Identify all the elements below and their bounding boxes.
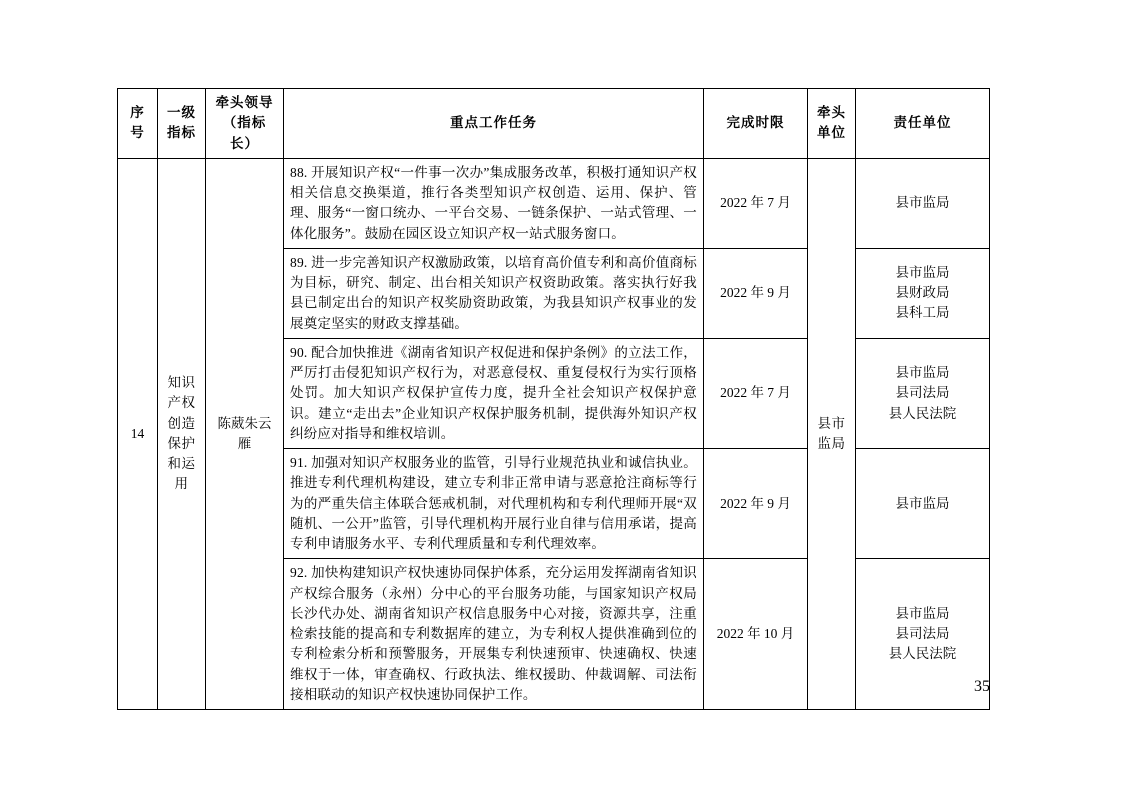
- responsible-unit-item: 县市监局: [895, 195, 950, 211]
- task-deadline: 2022 年 10 月: [704, 559, 808, 710]
- responsible-unit-list: [862, 363, 983, 424]
- task-table: [117, 88, 990, 710]
- column-header-lead-unit: 牵头单位: [808, 89, 856, 159]
- task-deadline: 2022 年 7 月: [704, 158, 808, 248]
- responsible-unit-item: 县市监局: [895, 495, 950, 511]
- responsible-unit-item: 县司法局: [895, 626, 950, 641]
- column-header-seq: 序号: [118, 89, 158, 159]
- responsible-unit-list: [862, 604, 983, 665]
- responsible-unit-item: 县市监局: [895, 605, 950, 621]
- column-header-responsible-unit: 责任单位: [856, 89, 990, 159]
- responsible-unit-item: 县财政局: [895, 285, 950, 301]
- responsible-units: [856, 338, 990, 448]
- table-header-row: [118, 89, 990, 159]
- task-table-container: [117, 88, 989, 710]
- responsible-units: [856, 248, 990, 338]
- table-body: [118, 158, 990, 709]
- task-deadline: 2022 年 7 月: [704, 338, 808, 448]
- task-text: 92. 加快构建知识产权快速协同保护体系，充分运用发挥湖南省知识产权综合服务（永州）分中心的平台服务功能，与国家知识产权局长沙代办处、湖南省知识产权信息服务中心对接，资源共享，注重检索技能的提高和专利数据库的建立，为专利权人提供准确到位的专利检索分析和预警服务，开展集专利快速预审、快速确权、快速维权于一体，审查确权、行政执法、维权援助、仲裁调解、司法衔接相联动的知识产权快速协同保护工作。: [284, 559, 704, 710]
- task-deadline: 2022 年 9 月: [704, 449, 808, 559]
- task-text: 89. 进一步完善知识产权激励政策，以培育高价值专利和高价值商标为目标，研究、制定、出台相关知识产权资助政策。落实执行好我县已制定出台的知识产权奖励资助政策，为我县知识产权事业的发展奠定坚实的财政支撑基础。: [284, 248, 704, 338]
- responsible-unit-item: 县司法局: [895, 385, 950, 401]
- column-header-level1-indicator: 一级指标: [158, 89, 206, 159]
- row-level1-indicator: 知识产权创造保护和运用: [158, 158, 206, 709]
- column-header-deadline: 完成时限: [704, 89, 808, 159]
- task-text: 90. 配合加快推进《湖南省知识产权促进和保护条例》的立法工作，严厉打击侵犯知识产权行为，对恶意侵权、重复侵权行为实行顶格处罚。加大知识产权保护宣传力度，提升全社会知识产权保护意识。建立“走出去”企业知识产权保护服务机制，提供海外知识产权纠纷应对指导和维权培训。: [284, 338, 704, 448]
- responsible-units: [856, 559, 990, 710]
- responsible-unit-item: 县人民法院: [888, 405, 957, 421]
- task-text: 91. 加强对知识产权服务业的监管，引导行业规范执业和诚信执业。推进专利代理机构建设，建立专利非正常申请与恶意抢注商标等行为的严重失信主体联合惩戒机制，对代理机构和专利代理师开展“双随机、一公开”监管，引导代理机构开展行业自律与信用承诺，提高专利申请服务水平、专利代理质量和专利代理效率。: [284, 449, 704, 559]
- column-header-key-task: 重点工作任务: [284, 89, 704, 159]
- responsible-unit-list: [862, 263, 983, 324]
- responsible-unit-item: 县科工局: [895, 305, 950, 321]
- table-row: [118, 158, 990, 248]
- responsible-unit-list: [862, 494, 983, 514]
- responsible-unit-item: 县人民法院: [888, 646, 957, 662]
- column-header-lead-leader: 牵头领导（指标长）: [206, 89, 284, 159]
- row-lead-unit: 县市监局: [808, 158, 856, 709]
- table-header: [118, 89, 990, 159]
- row-sequence-number: 14: [118, 158, 158, 709]
- page-number: 35: [974, 678, 990, 695]
- row-lead-leader: 陈葳朱云雁: [206, 158, 284, 709]
- responsible-units: [856, 449, 990, 559]
- responsible-units: [856, 158, 990, 248]
- responsible-unit-item: 县市监局: [895, 264, 950, 280]
- task-deadline: 2022 年 9 月: [704, 248, 808, 338]
- responsible-unit-item: 县市监局: [895, 365, 950, 380]
- responsible-unit-list: [862, 193, 983, 213]
- task-text: 88. 开展知识产权“一件事一次办”集成服务改革，积极打通知识产权相关信息交换渠道，推行各类型知识产权创造、运用、保护、管理、服务“一窗口统办、一平台交易、一链条保护、一站式管理、一体化服务”。鼓励在园区设立知识产权一站式服务窗口。: [284, 158, 704, 248]
